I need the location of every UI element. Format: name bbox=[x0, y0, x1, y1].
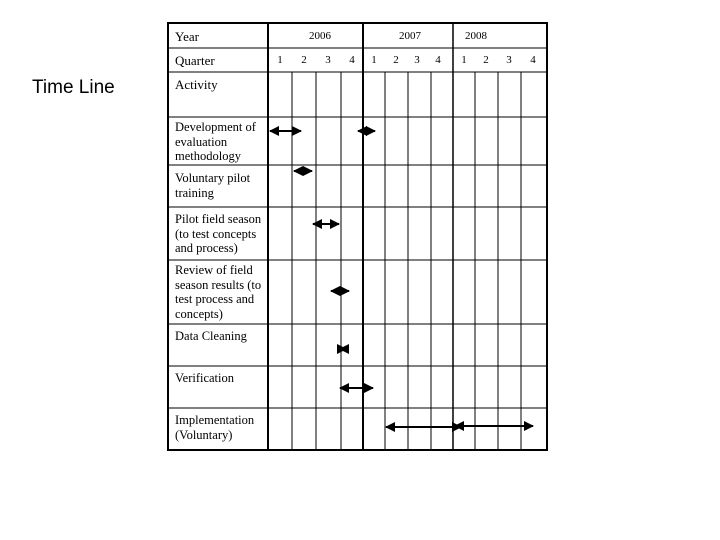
quarter-2006-1: 1 bbox=[277, 54, 283, 66]
year-2008: 2008 bbox=[465, 30, 487, 42]
quarter-dividers bbox=[292, 72, 521, 450]
activity-implementation: Implementation (Voluntary) bbox=[175, 413, 255, 442]
activity-verification: Verification bbox=[175, 371, 235, 385]
quarter-2008-4: 4 bbox=[530, 54, 536, 66]
quarter-2006-3: 3 bbox=[325, 54, 331, 66]
activity-pilot-training: Voluntary pilot training bbox=[175, 171, 251, 200]
quarter-2006-4: 4 bbox=[349, 54, 355, 66]
quarter-2007-1: 1 bbox=[371, 54, 377, 66]
activity-pilot-field: Pilot field season (to test concepts and process) bbox=[175, 212, 262, 255]
quarter-2008-1: 1 bbox=[461, 54, 467, 66]
quarter-2007-3: 3 bbox=[414, 54, 420, 66]
quarter-2007-2: 2 bbox=[393, 54, 399, 66]
activity-development: Development of evaluation methodology bbox=[175, 120, 256, 163]
page-title: Time Line bbox=[32, 77, 115, 98]
quarter-2007-4: 4 bbox=[435, 54, 441, 66]
year-2006: 2006 bbox=[309, 30, 331, 42]
year-label: Year bbox=[175, 29, 199, 44]
year-2007: 2007 bbox=[399, 30, 421, 42]
activity-review: Review of field season results (to test process and concepts) bbox=[175, 263, 262, 321]
quarter-2008-2: 2 bbox=[483, 54, 489, 66]
quarter-2008-3: 3 bbox=[506, 54, 512, 66]
activity-data-cleaning: Data Cleaning bbox=[175, 329, 247, 343]
quarter-2006-2: 2 bbox=[301, 54, 307, 66]
quarter-label: Quarter bbox=[175, 53, 215, 68]
activity-label: Activity bbox=[175, 77, 218, 92]
